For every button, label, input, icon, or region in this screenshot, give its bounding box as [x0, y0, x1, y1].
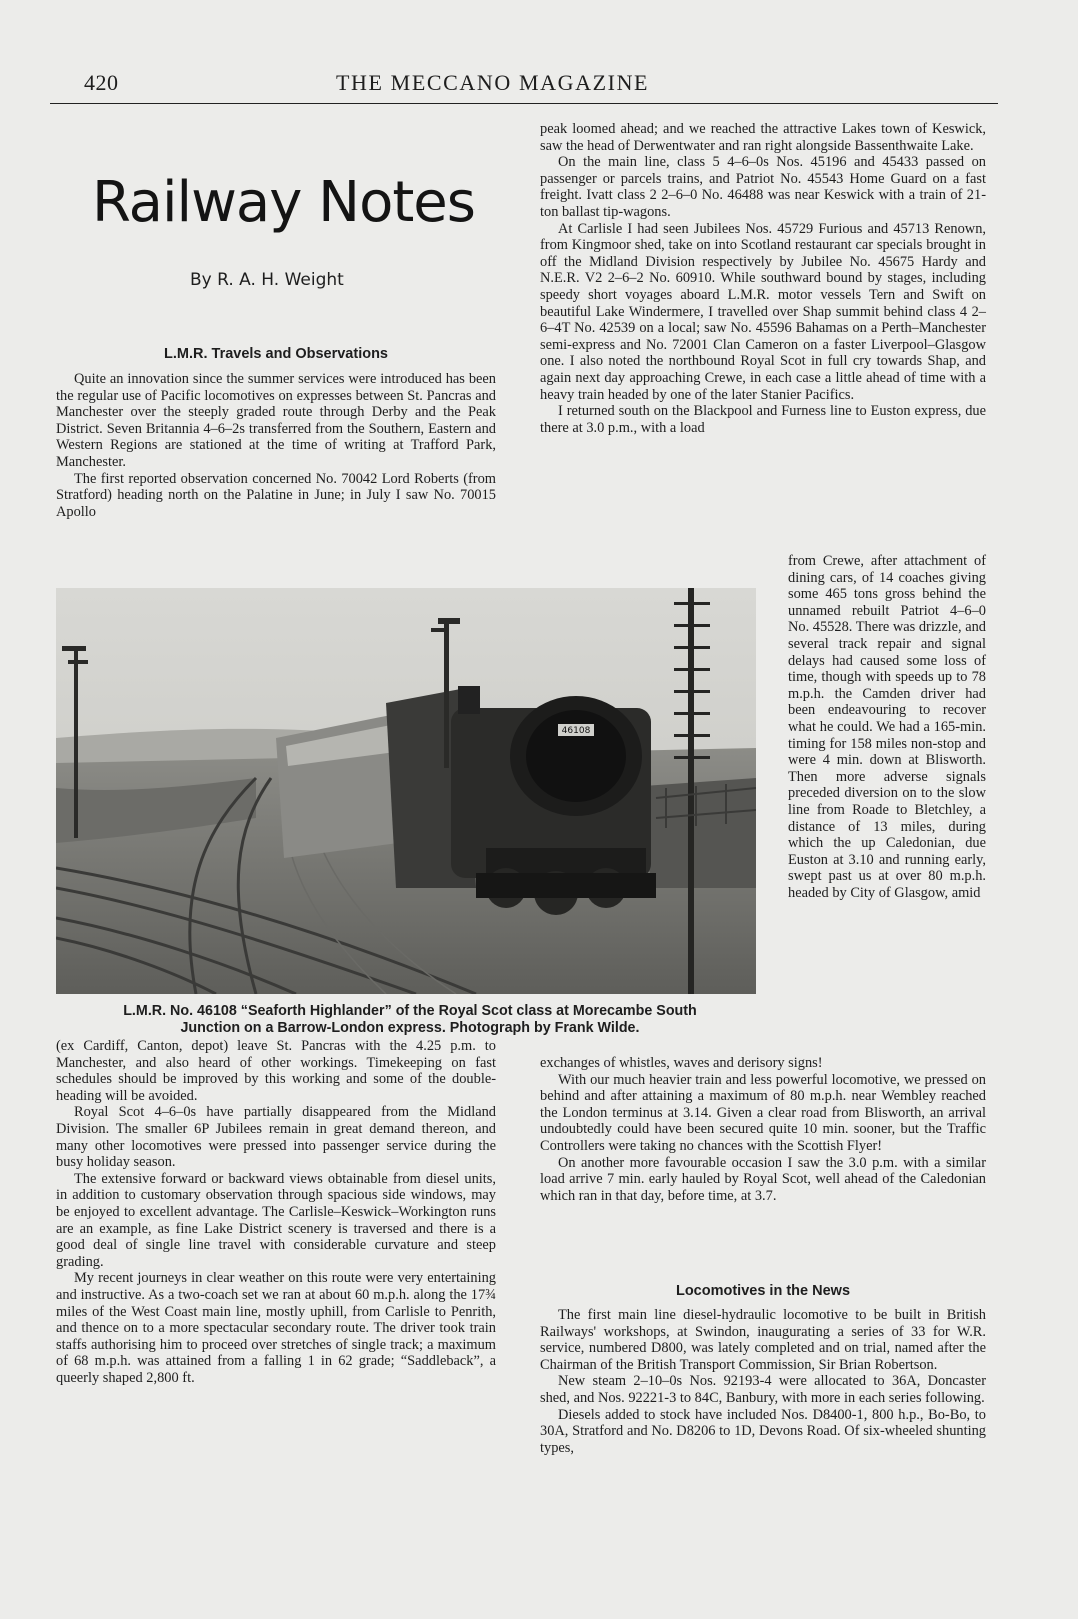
page-number: 420	[84, 70, 119, 95]
paragraph: At Carlisle I had seen Jubilees Nos. 45729 Furious and 45713 Renown, from Kingmoor shed, take on into Scotland restaurant car specials brought in off the Midland Division respectively by Jubilee No. 45675 Hardy and N.E.R. V2 2–6–2 No. 60910. While southward bound by stages, including speedy short voyages aboard L.M.R. motor vessels Tern and Swift on beautiful Lake Windermere, I travelled over Shap summit behind class 4 2–6–4T No. 42539 on a local; saw No. 45596 Bahamas on a Perth–Manchester semi-express and No. 72001 Clan Cameron on a faster Liverpool–Glasgow one. I also noted the northbound Royal Scot in full cry towards Shap, and again next day approaching Crewe, in each case a little ahead of time with a heavy train headed by one of the later Stanier Pacifics.	[540, 220, 986, 403]
magazine-title: THE MECCANO MAGAZINE	[336, 70, 650, 95]
paragraph: My recent journeys in clear weather on this route were very entertaining and instructive. As a two-coach set we ran at about 60 m.p.h. along the 17¾ miles of the West Coast main line, mostly uphill, from Carlisle to Penrith, and thence on to a more spectacular secondary route. The driver took train staffs authorising him to proceed over stretches of single track; a maximum of 68 m.p.h. was attained from a falling 1 in 62 grade; “Saddleback”, a queerly shaped 2,800 ft.	[56, 1270, 496, 1386]
column-right-locomotives	[540, 1307, 986, 1456]
caption-line: L.M.R. No. 46108 “Seaforth Highlander” of the Royal Scot class at Morecambe South	[123, 1003, 697, 1019]
caption-line: Junction on a Barrow-London express. Photograph by Frank Wilde.	[180, 1020, 640, 1036]
column-right-top	[540, 121, 986, 436]
column-left-top	[56, 371, 496, 520]
article-title: Railway Notes	[92, 170, 475, 235]
section-heading-locomotives: Locomotives in the News	[675, 1283, 851, 1299]
paragraph: The extensive forward or backward views obtainable from diesel units, in addition to customary observation through spacious side windows, may be enjoyed to excellent advantage. The Carlisle–Keswick–Workington runs are an example, as fine Lake District scenery is traversed and there is a good deal of single line travel with considerable curvature and steep grading.	[56, 1170, 496, 1270]
paragraph: (ex Cardiff, Canton, depot) leave St. Pancras with the 4.25 p.m. to Manchester, and also heard of other workings. Timekeeping on fast schedules should be improved by this working and some of the double-heading will be avoided.	[56, 1038, 496, 1104]
header-rule	[50, 103, 998, 104]
paragraph: The first reported observation concerned No. 70042 Lord Roberts (from Stratford) heading north on the Palatine in June; in July I saw No. 70015 Apollo	[56, 470, 496, 520]
photo-caption	[56, 1003, 764, 1037]
paragraph: On another more favourable occasion I saw the 3.0 p.m. with a similar load arrive 7 min. early hauled by Royal Scot, well ahead of the Caledonian which ran in that day, before time, at 3.7.	[540, 1154, 986, 1204]
paragraph: Diesels added to stock have included Nos. D8400-1, 800 h.p., Bo-Bo, to 30A, Stratford and No. D8206 to 1D, Devons Road. Of six-wheeled shunting types,	[540, 1406, 986, 1456]
paragraph: On the main line, class 5 4–6–0s Nos. 45196 and 45433 passed on passenger or parcels trains, and Patriot No. 45543 Home Guard on a fast freight. Ivatt class 2 2–6–0 No. 46488 was near Keswick with a train of 21-ton ballast tip-wagons.	[540, 154, 986, 220]
column-left-bottom	[56, 1038, 496, 1386]
locomotive-photo	[56, 588, 756, 994]
paragraph: Royal Scot 4–6–0s have partially disappeared from the Midland Division. The smaller 6P Jubilees remain in great demand thereon, and many other locomotives were pressed into passenger service during the busy holiday season.	[56, 1104, 496, 1171]
paragraph: With our much heavier train and less powerful locomotive, we pressed on behind and after attaining a maximum of 80 m.p.h. near Wembley reached the London terminus at 3.14. Given a clear road from Blisworth, an arrival undoubtedly could have been secured quite 10 min. sooner, but the Traffic Controllers were taking no chances with the Scottish Flyer!	[540, 1071, 986, 1154]
paragraph: Quite an innovation since the summer services were introduced has been the regular use of Pacific locomotives on expresses between St. Pancras and Manchester over the steeply graded route through Derby and the Peak District. Seven Britannia 4–6–2s transferred from the Southern, Eastern and Western Regions are stationed at the time of writing at Trafford Park, Manchester.	[56, 371, 496, 470]
paragraph: New steam 2–10–0s Nos. 92193-4 were allocated to 36A, Doncaster shed, and Nos. 92221-3 to 84C, Banbury, with more in each series following.	[540, 1373, 986, 1406]
page-header	[0, 64, 1078, 100]
paragraph: I returned south on the Blackpool and Furness line to Euston express, due there at 3.0 p.m., with a load	[540, 403, 986, 436]
paragraph: The first main line diesel-hydraulic locomotive to be built in British Railways' workshops, at Swindon, inaugurating a series of 33 for W.R. service, numbered D800, was lately completed and on trial, named after the Chairman of the British Transport Commission, Sir Brian Robertson.	[540, 1307, 986, 1373]
paragraph: peak loomed ahead; and we reached the attractive Lakes town of Keswick, saw the head of Derwentwater and ran right alongside Bassenthwaite Lake.	[540, 121, 986, 154]
article-byline: By R. A. H. Weight	[190, 270, 344, 290]
paragraph: from Crewe, after attachment of dining cars, of 14 coaches giving some 465 tons gross behind the unnamed rebuilt Patriot 4–6–0 No. 45528. There was drizzle, and several track repair and signal delays had caused some loss of time, though with speeds up to 78 m.p.h. the Camden driver had been endeavouring to recover what he could. We had a 165-min. timing for 158 miles non-stop and were 4 min. down at Blisworth. Then more adverse signals preceded diversion on to the slow line from Roade to Bletchley, a distance of 13 miles, during which the up Caledonian, due Euston at 3.10 and running early, swept past us at over 80 m.p.h. headed by City of Glasgow, amid	[788, 553, 986, 901]
column-right-narrow	[788, 553, 986, 901]
photo-illustration	[56, 588, 756, 994]
paragraph: exchanges of whistles, waves and derisory signs!	[540, 1055, 823, 1071]
smokebox-number: 46108	[561, 726, 591, 736]
section-heading-lmr: L.M.R. Travels and Observations	[163, 346, 388, 362]
column-right-bottom	[540, 1055, 986, 1204]
